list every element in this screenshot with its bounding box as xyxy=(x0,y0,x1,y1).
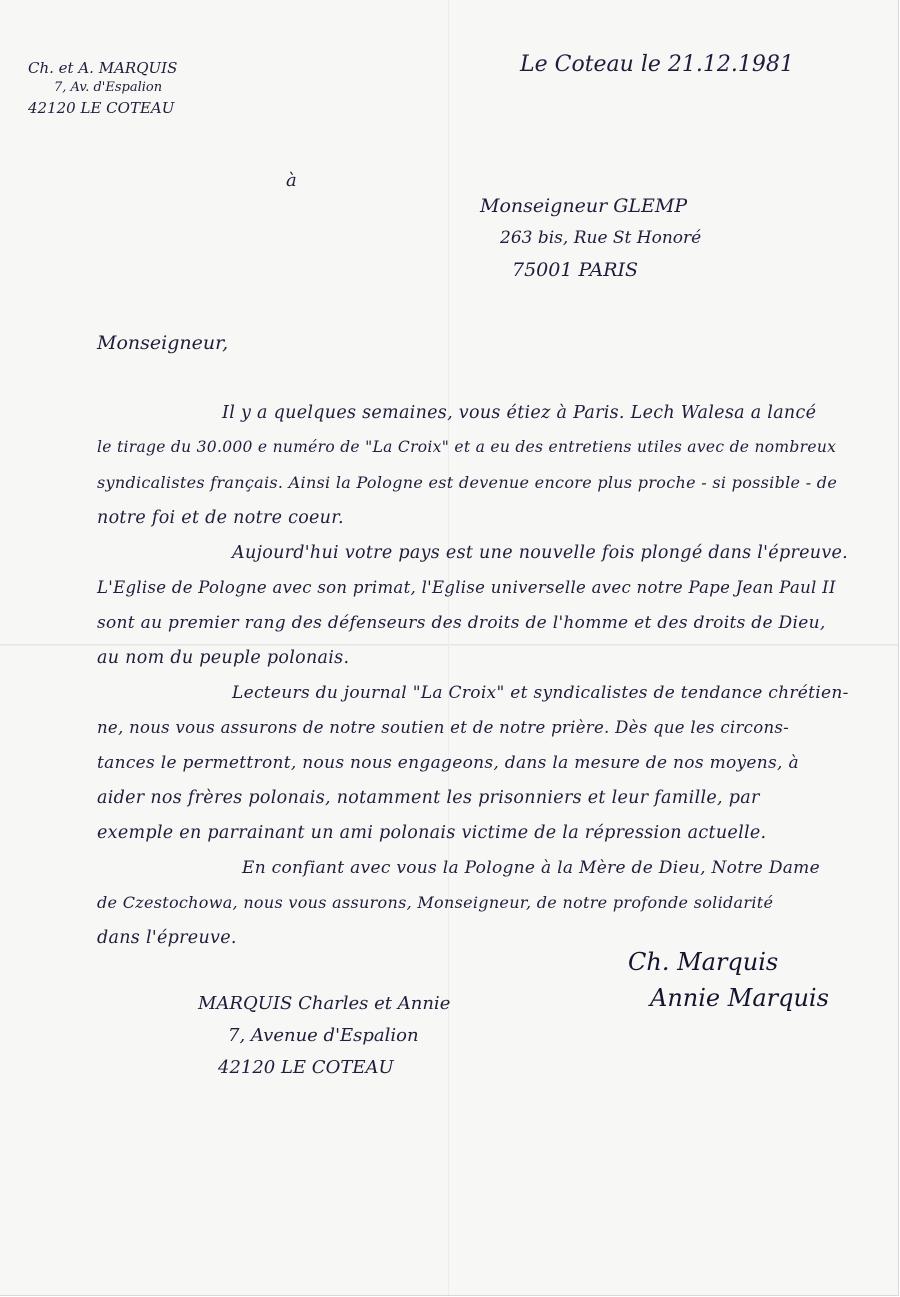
signature-block xyxy=(628,948,829,1012)
body-line: sont au premier rang des défenseurs des droits de l'homme et des droits de Dieu, xyxy=(97,613,826,633)
signature-annie: Annie Marquis xyxy=(650,984,829,1012)
sender-name: Ch. et A. MARQUIS xyxy=(28,59,178,77)
vertical-fold-line xyxy=(448,0,449,1295)
recipient-address xyxy=(480,190,701,286)
body-line: notre foi et de notre coeur. xyxy=(97,508,344,528)
body-line: dans l'épreuve. xyxy=(97,928,237,948)
closing-names: MARQUIS Charles et Annie xyxy=(198,993,451,1014)
to-marker: à xyxy=(286,170,297,191)
signature-charles: Ch. Marquis xyxy=(628,948,779,976)
sender-street: 7, Av. d'Espalion xyxy=(54,80,163,95)
body-line: Aujourd'hui votre pays est une nouvelle fois plongé dans l'épreuve. xyxy=(232,543,849,563)
closing-address xyxy=(198,988,450,1084)
body-line: aider nos frères polonais, notamment les prisonniers et leur famille, par xyxy=(97,788,760,808)
body-line: En confiant avec vous la Pologne à la Mère de Dieu, Notre Dame xyxy=(242,858,820,878)
body-line: de Czestochowa, nous vous assurons, Monseigneur, de notre profonde solidarité xyxy=(97,893,774,912)
sender-city: 42120 LE COTEAU xyxy=(28,99,175,117)
body-line: exemple en parrainant un ami polonais victime de la répression actuelle. xyxy=(97,823,767,843)
recipient-name: Monseigneur GLEMP xyxy=(480,195,688,217)
body-line: L'Eglise de Pologne avec son primat, l'Eglise universelle avec notre Pape Jean Paul II xyxy=(97,578,836,597)
horizontal-fold-line xyxy=(0,644,898,646)
closing-city: 42120 LE COTEAU xyxy=(218,1057,394,1078)
closing-street: 7, Avenue d'Espalion xyxy=(228,1025,419,1046)
body-line: syndicalistes français. Ainsi la Pologne est devenue encore plus proche - si possible - de xyxy=(97,473,838,492)
sender-address xyxy=(28,58,177,118)
recipient-street: 263 bis, Rue St Honoré xyxy=(500,228,702,248)
salutation: Monseigneur, xyxy=(97,332,229,354)
body-line: au nom du peuple polonais. xyxy=(97,648,350,668)
letter-date: Le Coteau le 21.12.1981 xyxy=(520,52,794,77)
body-line: ne, nous vous assurons de notre soutien et de notre prière. Dès que les circons- xyxy=(97,718,790,737)
body-line: le tirage du 30.000 e numéro de "La Croix" et a eu des entretiens utiles avec de nombreux xyxy=(97,438,837,456)
body-line: tances le permettront, nous nous engageons, dans la mesure de nos moyens, à xyxy=(97,753,799,773)
recipient-city: 75001 PARIS xyxy=(512,259,639,281)
body-line: Lecteurs du journal "La Croix" et syndicalistes de tendance chrétien- xyxy=(232,683,849,703)
body-line: Il y a quelques semaines, vous étiez à Paris. Lech Walesa a lancé xyxy=(222,403,817,423)
